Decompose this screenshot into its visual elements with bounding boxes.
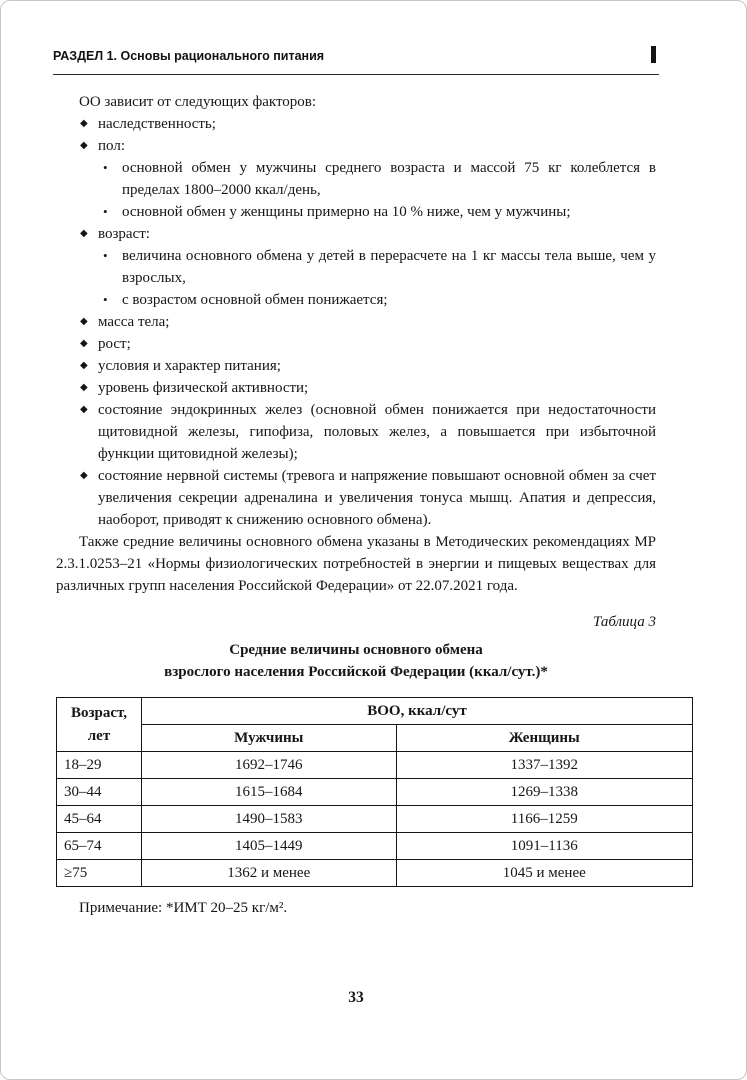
- circle-bullet-icon: •: [103, 292, 108, 307]
- list-item: [56, 135, 656, 157]
- table-header-row: [57, 698, 693, 725]
- table-row: [57, 806, 693, 833]
- table-title: [56, 639, 656, 683]
- factors-list: [56, 113, 656, 531]
- diamond-bullet-icon: ◆: [80, 382, 88, 393]
- table-row: [57, 860, 693, 887]
- body-paragraph: Также средние величины основного обмена указаны в Методических рекомендациях МР 2.3.1.0253–21 «Нормы физиологических потребностей в энергии и пищевых веществах для различных групп населения Российской Федерации» от 22.07.2021 года.: [56, 534, 656, 594]
- age-cell: 65–74: [57, 833, 142, 860]
- age-header-line: лет: [87, 727, 111, 744]
- men-cell: 1615–1684: [141, 779, 396, 806]
- list-item-text: возраст:: [98, 226, 150, 242]
- list-item: [56, 311, 656, 333]
- age-cell: 30–44: [57, 779, 142, 806]
- list-item: [56, 157, 656, 201]
- table-header-age: [57, 698, 142, 752]
- list-item-text: рост;: [98, 336, 131, 352]
- list-item-text: основной обмен у женщины примерно на 10 % ниже, чем у мужчины;: [122, 204, 571, 220]
- table-note: Примечание: *ИМТ 20–25 кг/м².: [79, 900, 288, 916]
- diamond-bullet-icon: ◆: [80, 404, 88, 415]
- women-cell: 1337–1392: [396, 752, 692, 779]
- diamond-bullet-icon: ◆: [80, 140, 88, 151]
- intro-paragraph: ОО зависит от следующих факторов:: [79, 94, 317, 110]
- page-content: [56, 91, 656, 919]
- diamond-bullet-icon: ◆: [80, 316, 88, 327]
- women-cell: 1269–1338: [396, 779, 692, 806]
- table-title-line: Средние величины основного обмена: [229, 642, 483, 658]
- list-item-text: состояние нервной системы (тревога и напряжение повышают основной обмен за счет увеличения секреции адреналина и увеличения тонуса мышц. Апатия и депрессия, наоборот, приводят к снижению основного обмена).: [98, 468, 656, 528]
- list-item-text: с возрастом основной обмен понижается;: [122, 292, 388, 308]
- table-subheader-row: [57, 725, 693, 752]
- list-item: [56, 201, 656, 223]
- age-header-line: Возраст,: [70, 704, 127, 721]
- page-header: [53, 47, 659, 75]
- list-item: [56, 223, 656, 245]
- table-header-men: Мужчины: [141, 725, 396, 752]
- list-item: [56, 399, 656, 465]
- list-item-text: масса тела;: [98, 314, 170, 330]
- list-item-text: основной обмен у мужчины среднего возраста и массой 75 кг колеблется в пределах 1800–2000 ккал/день,: [122, 160, 656, 198]
- list-item: [56, 377, 656, 399]
- age-cell: 45–64: [57, 806, 142, 833]
- table-row: [57, 752, 693, 779]
- men-cell: 1490–1583: [141, 806, 396, 833]
- basal-metabolism-table: [56, 697, 693, 887]
- men-cell: 1362 и менее: [141, 860, 396, 887]
- diamond-bullet-icon: ◆: [80, 338, 88, 349]
- diamond-bullet-icon: ◆: [80, 470, 88, 481]
- list-item-text: наследственность;: [98, 116, 216, 132]
- circle-bullet-icon: •: [103, 160, 108, 175]
- header-end-bar: [651, 46, 656, 63]
- list-item-text: пол:: [98, 138, 125, 154]
- table-label: Таблица 3: [593, 614, 656, 630]
- circle-bullet-icon: •: [103, 248, 108, 263]
- men-cell: 1405–1449: [141, 833, 396, 860]
- age-cell: ≥75: [57, 860, 142, 887]
- men-cell: 1692–1746: [141, 752, 396, 779]
- list-item: [56, 289, 656, 311]
- table-row: [57, 779, 693, 806]
- women-cell: 1045 и менее: [396, 860, 692, 887]
- circle-bullet-icon: •: [103, 204, 108, 219]
- list-item: [56, 465, 656, 531]
- list-item-text: уровень физической активности;: [98, 380, 309, 396]
- list-item: [56, 355, 656, 377]
- list-item-text: величина основного обмена у детей в перерасчете на 1 кг массы тела выше, чем у взрослых,: [122, 248, 656, 286]
- table-header-women: Женщины: [396, 725, 692, 752]
- table-row: [57, 833, 693, 860]
- list-item: [56, 245, 656, 289]
- list-item-text: состояние эндокринных желез (основной обмен понижается при недостаточности щитовидной железы, гипофиза, половых желез, а повышается при избыточной функции щитовидной железы);: [98, 402, 656, 462]
- list-item-text: условия и характер питания;: [98, 358, 281, 374]
- women-cell: 1091–1136: [396, 833, 692, 860]
- list-item: [56, 113, 656, 135]
- women-cell: 1166–1259: [396, 806, 692, 833]
- table-title-line: взрослого населения Российской Федерации (ккал/сут.)*: [164, 664, 548, 680]
- age-cell: 18–29: [57, 752, 142, 779]
- diamond-bullet-icon: ◆: [80, 118, 88, 129]
- section-header-title: РАЗДЕЛ 1. Основы рационального питания: [53, 49, 325, 63]
- page-number: 33: [348, 989, 364, 1006]
- diamond-bullet-icon: ◆: [80, 228, 88, 239]
- diamond-bullet-icon: ◆: [80, 360, 88, 371]
- table-header-voo: ВОО, ккал/сут: [141, 698, 692, 725]
- list-item: [56, 333, 656, 355]
